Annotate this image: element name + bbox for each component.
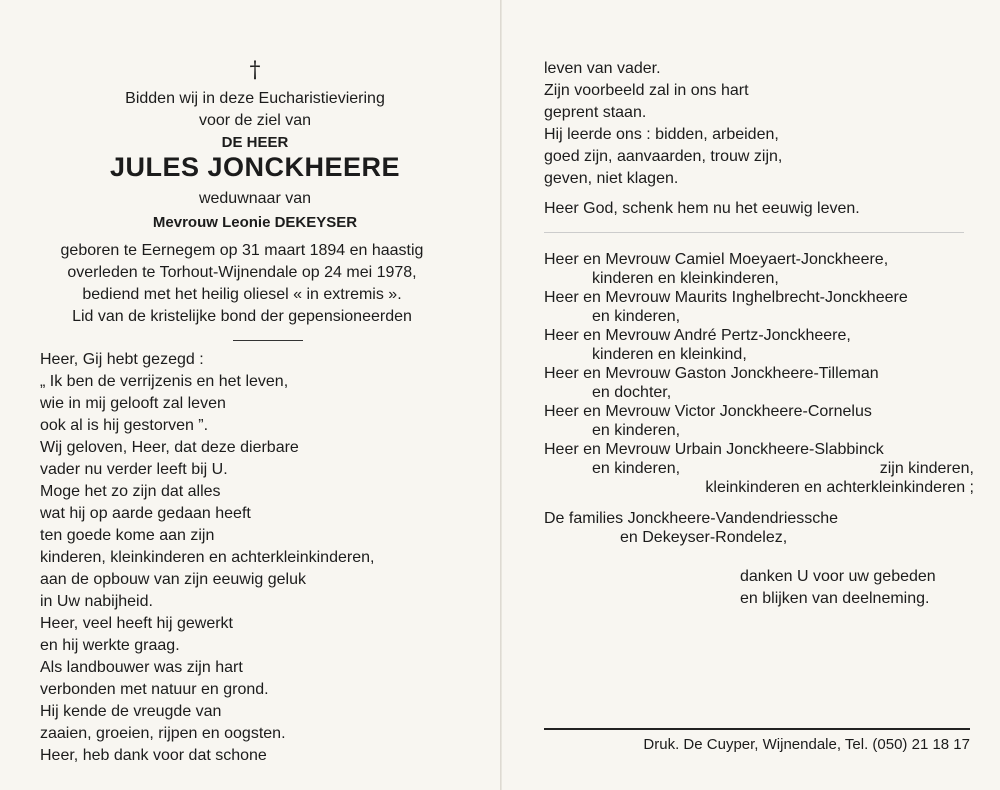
bio-line: overleden te Torhout-Wijnendale op 24 mei 1978, <box>67 264 417 281</box>
poem-line: Als landbouwer was zijn hart <box>40 659 243 676</box>
intro-line: voor de ziel van <box>198 112 312 129</box>
family-group-line: De families Jonckheere-Vandendriessche <box>544 510 839 527</box>
poem-line: in Uw nabijheid. <box>40 593 153 610</box>
divider <box>233 340 303 341</box>
family-entry <box>544 440 974 497</box>
family-name: Heer en Mevrouw Victor Jonckheere-Cornelus <box>544 403 872 420</box>
poem-line: geprent staan. <box>544 104 647 121</box>
poem-line: en hij werkte graag. <box>40 637 180 654</box>
family-name: Heer en Mevrouw Gaston Jonckheere-Tilleman <box>544 365 879 382</box>
thanks-line: danken U voor uw gebeden <box>740 568 936 585</box>
intro-line: Bidden wij in deze Eucharistieviering <box>125 90 385 107</box>
poem-line: Heer, heb dank voor dat schone <box>40 747 267 764</box>
poem-line: Wij geloven, Heer, dat deze dierbare <box>40 439 299 456</box>
family-entry <box>544 402 974 440</box>
poem-line: aan de opbouw van zijn eeuwig geluk <box>40 571 306 588</box>
poem-line: Moge het zo zijn dat alles <box>40 483 221 500</box>
divider <box>544 232 964 233</box>
family-groups <box>544 509 974 547</box>
poem-line: goed zijn, aanvaarden, trouw zijn, <box>544 148 783 165</box>
poem-line: wat hij op aarde gedaan heeft <box>40 505 251 522</box>
biography <box>42 240 442 328</box>
poem-line: verbonden met natuur en grond. <box>40 681 269 698</box>
poem-line: Heer, Gij hebt gezegd : <box>40 351 204 368</box>
poem-line: Heer, veel heeft hij gewerkt <box>40 615 233 632</box>
poem-line: ten goede kome aan zijn <box>40 527 215 544</box>
honorific: DE HEER <box>221 134 289 151</box>
prayer-poem <box>40 349 374 767</box>
family-name: Heer en Mevrouw Camiel Moeyaert-Jonckheere, <box>544 251 889 268</box>
family-sub: zijn kinderen, <box>879 460 974 477</box>
poem-line: leven van vader. <box>544 60 661 77</box>
family-sub: kleinkinderen en achterkleinkinderen ; <box>705 479 974 496</box>
right-panel <box>502 0 1000 790</box>
poem-line: Hij kende de vreugde van <box>40 703 222 720</box>
family-sub: en kinderen, <box>592 422 681 439</box>
poem-line: kinderen, kleinkinderen en achterkleinkinderen, <box>40 549 375 566</box>
spouse-name: Mevrouw Leonie DEKEYSER <box>152 214 358 231</box>
poem-line: Hij leerde ons : bidden, arbeiden, <box>544 126 779 143</box>
poem-line: „ Ik ben de verrijzenis en het leven, <box>40 373 289 390</box>
poem-line: wie in mij gelooft zal leven <box>40 395 226 412</box>
family-entry <box>544 326 974 364</box>
intro-text <box>0 88 510 132</box>
bio-line: bediend met het heilig oliesel « in extremis ». <box>82 286 402 303</box>
poem-line: geven, niet klagen. <box>544 170 679 187</box>
poem-line: zaaien, groeien, rijpen en oogsten. <box>40 725 286 742</box>
family-sub-row <box>544 459 974 478</box>
widow-of-label: weduwnaar van <box>198 190 312 207</box>
bio-line: Lid van de kristelijke bond der gepensioneerden <box>72 308 412 325</box>
family-entry <box>544 364 974 402</box>
bio-line: geboren te Eernegem op 31 maart 1894 en haastig <box>60 242 424 259</box>
printer-credit: Druk. De Cuyper, Wijnendale, Tel. (050) 21 18 17 <box>643 736 970 753</box>
family-sub: en kinderen, <box>592 308 681 325</box>
family-list <box>544 250 974 547</box>
family-sub: kinderen en kleinkind, <box>592 346 747 363</box>
family-sub: en dochter, <box>592 384 672 401</box>
cross-icon: † <box>249 58 261 83</box>
divider <box>544 728 970 730</box>
prayer-poem-continued <box>544 58 782 190</box>
family-name: Heer en Mevrouw Maurits Inghelbrecht-Jonckheere <box>544 289 908 306</box>
family-entry <box>544 250 974 288</box>
poem-line: Zijn voorbeeld zal in ons hart <box>544 82 749 99</box>
deceased-name: JULES JONCKHEERE <box>109 152 401 182</box>
family-entry <box>544 288 974 326</box>
closing-prayer: Heer God, schenk hem nu het eeuwig leven. <box>544 200 860 217</box>
poem-line: vader nu verder leeft bij U. <box>40 461 228 478</box>
family-group-line: en Dekeyser-Rondelez, <box>620 529 788 546</box>
family-sub: kinderen en kleinkinderen, <box>592 270 779 287</box>
family-name: Heer en Mevrouw Urbain Jonckheere-Slabbinck <box>544 441 884 458</box>
thanks-line: en blijken van deelneming. <box>740 590 930 607</box>
family-sub: en kinderen, <box>592 460 681 477</box>
family-name: Heer en Mevrouw André Pertz-Jonckheere, <box>544 327 851 344</box>
thanks-text <box>740 566 936 610</box>
poem-line: ook al is hij gestorven ”. <box>40 417 209 434</box>
